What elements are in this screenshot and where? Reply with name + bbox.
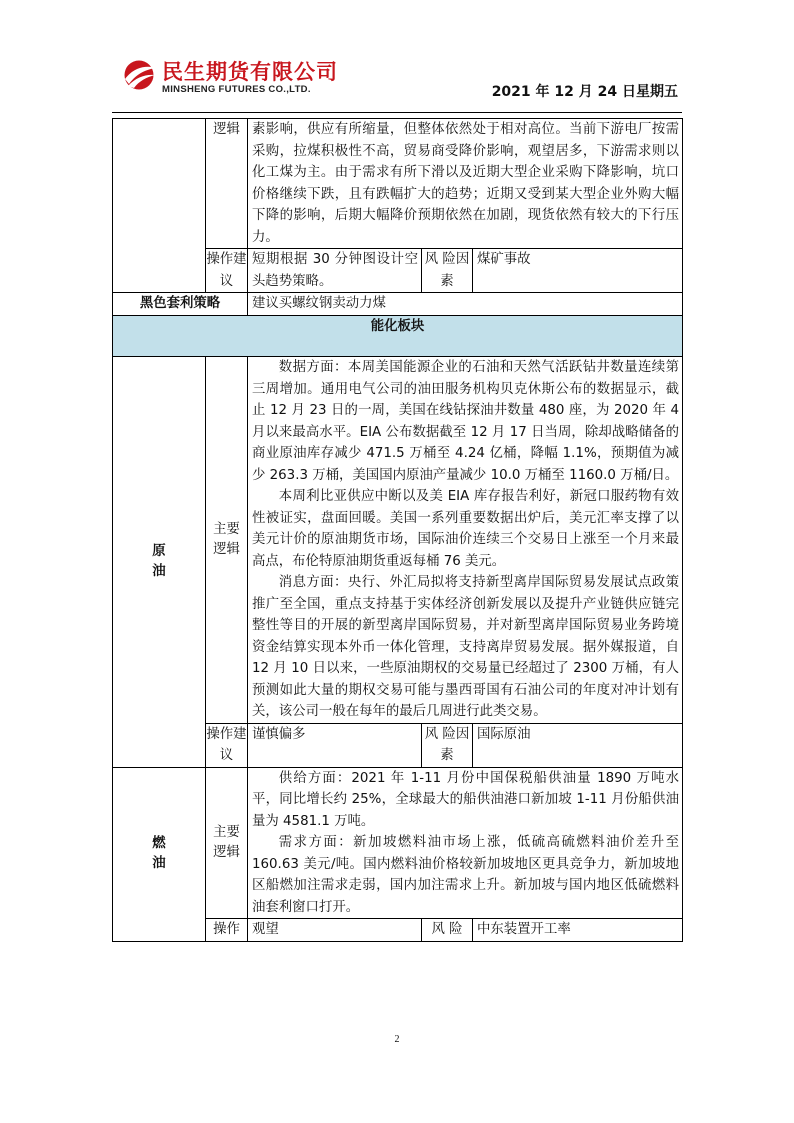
coal-logic-label: 逻辑 bbox=[206, 119, 248, 249]
crude-paragraph-news: 消息方面：央行、外汇局拟将支持新型离岸国际贸易发展试点政策推广至全国，重点支持基于实体经济创新发展以及提升产业链供应链完整性等目的开展的新型离岸国际贸易，并对新型离岸国际贸易业务跨境资金结算实现本外币一体化管理，支持离岸贸易发展。据外媒报道，自 12 月 10 日以来，一些原油期权的交易量已经超过了 2300 万桶，有人预测如此大量的期权交易可能与墨西哥国有石油公司的年度对冲计划有关，该公司一般在每年的最后几周进行此类交易。 bbox=[252, 575, 680, 719]
crude-risk-text: 国际原油 bbox=[473, 723, 683, 767]
coal-logic-row bbox=[113, 119, 683, 249]
company-name-cn: 民生期货有限公司 bbox=[162, 60, 338, 84]
fuel-category-cell bbox=[113, 767, 206, 941]
crude-risk-label: 风 险因素 bbox=[422, 723, 473, 767]
coal-op-label: 操作建议 bbox=[206, 249, 248, 293]
crude-logic-row bbox=[113, 357, 683, 724]
section-title: 能化板块 bbox=[113, 316, 683, 357]
fuel-paragraph-supply: 供给方面：2021 年 1-11 月份中国保税船供油量 1890 万吨水平，同比增长约 25%，全球最大的船供油港口新加坡 1-11 月份船供油量为 4581.1 万吨。 bbox=[252, 770, 680, 829]
crude-paragraph-market: 本周利比亚供应中断以及美 EIA 库存报告利好，新冠口服药物有效性被证实，盘面回暖。美国一系列重要数据出炉后，美元汇率支撑了以美元计价的原油期货市场，国际油价连续三个交易日上涨至一个月来最高点，布伦特原油期货重返每桶 76 美元。 bbox=[252, 489, 680, 569]
fuel-risk-label: 风 险 bbox=[422, 919, 473, 942]
section-header-row bbox=[113, 316, 683, 357]
header-divider bbox=[112, 112, 682, 113]
page-header bbox=[112, 52, 682, 108]
crude-logic-label: 主要逻辑 bbox=[213, 521, 240, 557]
fuel-logic-label: 主要逻辑 bbox=[213, 824, 240, 860]
fuel-logic-row bbox=[113, 767, 683, 919]
fuel-logic-label-cell bbox=[206, 767, 248, 919]
fuel-category-label: 燃油 bbox=[152, 835, 166, 871]
fuel-risk-text: 中东装置开工率 bbox=[473, 919, 683, 942]
report-date: 2021 年 12 月 24 日星期五 bbox=[491, 84, 678, 100]
coal-risk-label: 风 险因素 bbox=[422, 249, 473, 293]
black-arb-row bbox=[113, 293, 683, 316]
crude-logic-text bbox=[248, 357, 683, 724]
crude-category-label: 原油 bbox=[152, 543, 166, 579]
report-table bbox=[112, 118, 683, 942]
fuel-paragraph-demand: 需求方面：新加坡燃料油市场上涨，低硫高硫燃料油价差升至 160.63 美元/吨。国内燃料油价格较新加坡地区更具竞争力，新加坡地区船燃加注需求走弱，国内加注需求上升。新加坡与国内地区低硫燃料油套利窗口打开。 bbox=[252, 835, 680, 915]
crude-op-text: 谨慎偏多 bbox=[248, 723, 422, 767]
minsheng-logo-icon bbox=[122, 57, 158, 91]
fuel-logic-text bbox=[248, 767, 683, 919]
fuel-op-label: 操作 bbox=[206, 919, 248, 942]
crude-category-cell bbox=[113, 357, 206, 768]
coal-logic-text: 素影响，供应有所缩量，但整体依然处于相对高位。当前下游电厂按需采购，拉煤积极性不高，贸易商受降价影响，观望居多，下游需求则以化工煤为主。由于需求有所下滑以及近期大型企业采购下降影响，坑口价格继续下跌，且有跌幅扩大的趋势；近期又受到某大型企业外购大幅下降的影响，后期大幅降价预期依然在加剧，现货依然有较大的下行压力。 bbox=[248, 119, 683, 249]
crude-logic-label-cell bbox=[206, 357, 248, 724]
company-name-en: MINSHENG FUTURES CO.,LTD. bbox=[162, 84, 311, 95]
fuel-op-text: 观望 bbox=[248, 919, 422, 942]
black-arb-label: 黑色套利策略 bbox=[113, 293, 248, 316]
coal-category-cell bbox=[113, 119, 206, 293]
crude-paragraph-data: 数据方面：本周美国能源企业的石油和天然气活跃钻井数量连续第三周增加。通用电气公司的油田服务机构贝克休斯公布的数据显示，截止 12 月 23 日的一周，美国在线钻探油井数量 480 座，为 2020 年 4 月以来最高水平。EIA 公布数据截至 12 月 17 日当周，除却战略储备的商业原油库存减少 471.5 万桶至 4.24 亿桶，降幅 1.1%，预期值为减少 263.3 万桶，美国国内原油产量减少 10.0 万桶至 1160.0 万桶/日。 bbox=[252, 360, 680, 483]
black-arb-text: 建议买螺纹钢卖动力煤 bbox=[248, 293, 683, 316]
crude-op-label: 操作建议 bbox=[206, 723, 248, 767]
coal-op-text: 短期根据 30 分钟图设计空头趋势策略。 bbox=[248, 249, 422, 293]
coal-risk-text: 煤矿事故 bbox=[473, 249, 683, 293]
page-number: 2 bbox=[394, 1034, 400, 1045]
